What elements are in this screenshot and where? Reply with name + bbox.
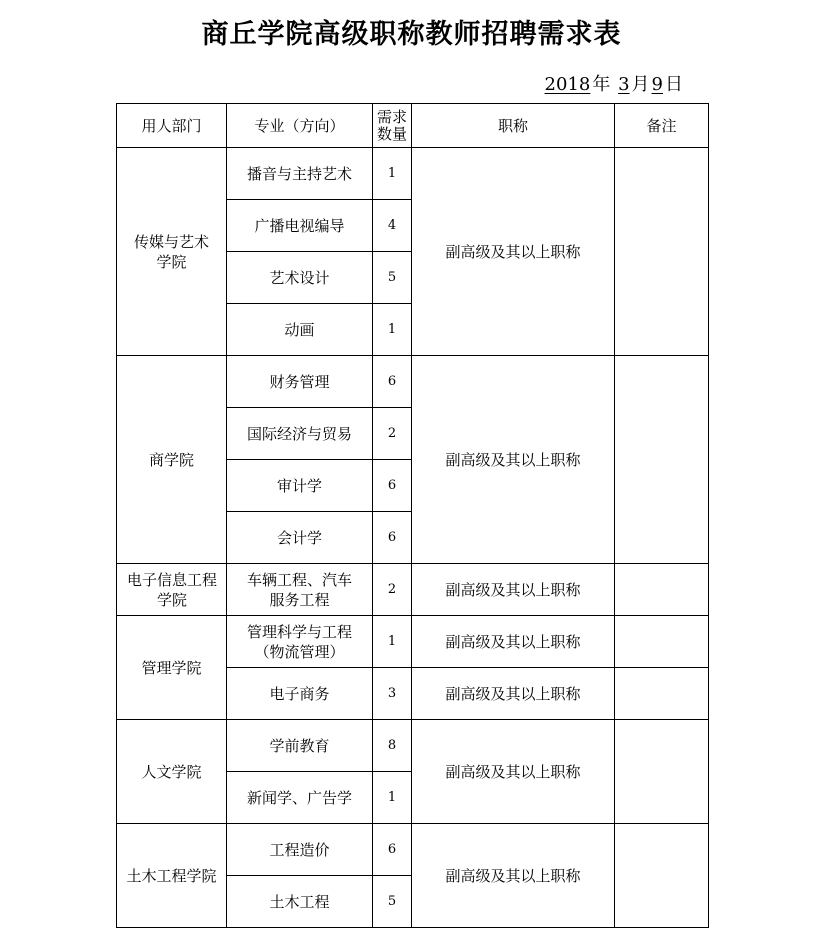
title-cell: 副高级及其以上职称	[412, 720, 615, 824]
count-cell: 6	[373, 460, 412, 512]
document-date	[543, 70, 683, 96]
date-day: 9	[651, 74, 663, 95]
major-cell: 土木工程	[227, 876, 373, 928]
date-month-unit: 月	[631, 74, 650, 95]
date-year-unit: 年	[592, 74, 611, 95]
dept-cell: 商学院	[117, 356, 227, 564]
count-cell: 4	[373, 200, 412, 252]
major-cell: 新闻学、广告学	[227, 772, 373, 824]
major-cell: 工程造价	[227, 824, 373, 876]
date-year: 2018	[544, 74, 591, 95]
dept-name: 电子信息工程学院	[126, 570, 217, 609]
header-major: 专业（方向）	[227, 104, 373, 148]
table-row	[117, 616, 709, 668]
major-cell: 艺术设计	[227, 252, 373, 304]
header-note: 备注	[615, 104, 709, 148]
major-cell: 动画	[227, 304, 373, 356]
dept-name: 传媒与艺术学院	[133, 232, 209, 271]
date-month: 3	[618, 74, 630, 95]
note-cell	[615, 824, 709, 928]
table-row	[117, 720, 709, 772]
major-cell: 学前教育	[227, 720, 373, 772]
major-cell	[227, 616, 373, 668]
count-cell: 6	[373, 824, 412, 876]
title-cell: 副高级及其以上职称	[412, 824, 615, 928]
recruitment-table	[116, 103, 709, 928]
major-cell: 会计学	[227, 512, 373, 564]
count-cell: 6	[373, 512, 412, 564]
title-cell: 副高级及其以上职称	[412, 148, 615, 356]
major-cell: 审计学	[227, 460, 373, 512]
major-name: 车辆工程、汽车服务工程	[246, 570, 352, 609]
table-row	[117, 824, 709, 876]
note-cell	[615, 720, 709, 824]
dept-cell	[117, 148, 227, 356]
note-cell	[615, 564, 709, 616]
dept-cell	[117, 564, 227, 616]
count-cell: 1	[373, 148, 412, 200]
count-cell: 1	[373, 772, 412, 824]
major-cell: 播音与主持艺术	[227, 148, 373, 200]
header-count-line2: 数量	[377, 124, 408, 143]
note-cell	[615, 668, 709, 720]
header-count-line1: 需求	[377, 107, 408, 126]
count-cell: 5	[373, 252, 412, 304]
page-title: 商丘学院高级职称教师招聘需求表	[201, 19, 622, 50]
count-cell: 1	[373, 304, 412, 356]
date-day-unit: 日	[665, 74, 683, 95]
count-cell: 8	[373, 720, 412, 772]
note-cell	[615, 148, 709, 356]
table-row	[117, 148, 709, 200]
major-cell	[227, 564, 373, 616]
count-cell: 3	[373, 668, 412, 720]
major-name: 管理科学与工程（物流管理）	[246, 622, 352, 661]
dept-cell: 土木工程学院	[117, 824, 227, 928]
count-cell: 6	[373, 356, 412, 408]
table-row	[117, 356, 709, 408]
table-header-row	[117, 104, 709, 148]
table-row	[117, 564, 709, 616]
title-cell: 副高级及其以上职称	[412, 356, 615, 564]
dept-cell: 人文学院	[117, 720, 227, 824]
note-cell	[615, 616, 709, 668]
count-cell: 2	[373, 408, 412, 460]
title-cell: 副高级及其以上职称	[412, 668, 615, 720]
header-title: 职称	[412, 104, 615, 148]
title-cell: 副高级及其以上职称	[412, 616, 615, 668]
count-cell: 1	[373, 616, 412, 668]
header-count	[373, 104, 412, 148]
major-cell: 财务管理	[227, 356, 373, 408]
dept-cell: 管理学院	[117, 616, 227, 720]
count-cell: 5	[373, 876, 412, 928]
count-cell: 2	[373, 564, 412, 616]
major-cell: 广播电视编导	[227, 200, 373, 252]
title-cell: 副高级及其以上职称	[412, 564, 615, 616]
header-dept: 用人部门	[117, 104, 227, 148]
major-cell: 国际经济与贸易	[227, 408, 373, 460]
note-cell	[615, 356, 709, 564]
major-cell: 电子商务	[227, 668, 373, 720]
